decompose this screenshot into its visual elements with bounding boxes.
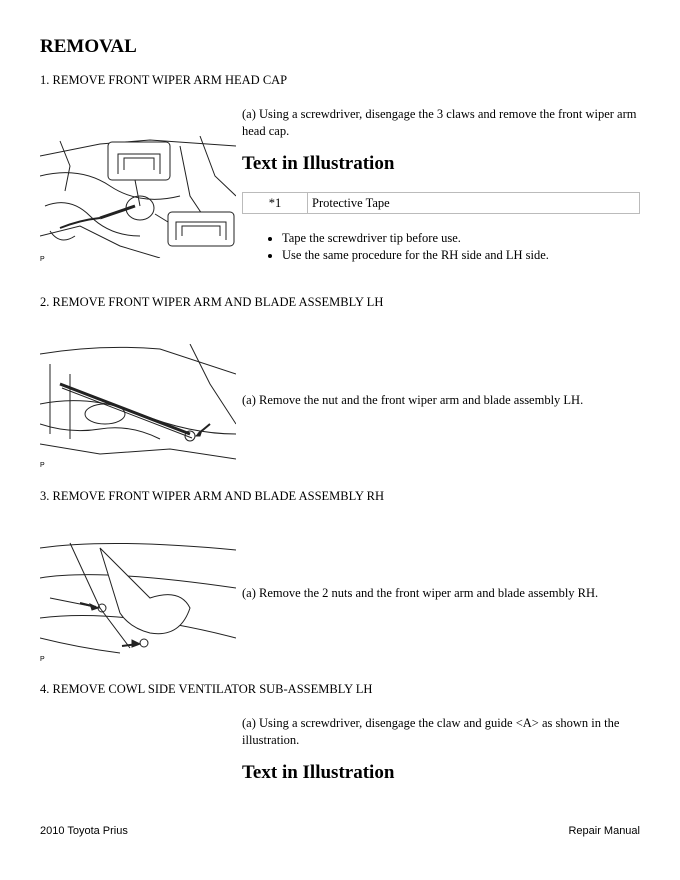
figure-label: P — [40, 256, 45, 263]
illustration-legend-table — [242, 192, 640, 214]
step-4-illustration-heading: Text in Illustration — [242, 762, 395, 783]
step-2-instruction: (a) Remove the nut and the front wiper arm and blade assembly LH. — [242, 393, 584, 407]
step-3-title: 3. REMOVE FRONT WIPER ARM AND BLADE ASSEMBLY RH — [40, 489, 385, 503]
step-1-instruction: (a) Using a screwdriver, disengage the 3 claws and remove the front wiper arm head cap. — [242, 107, 637, 138]
step-2-title: 2. REMOVE FRONT WIPER ARM AND BLADE ASSEMBLY LH — [40, 295, 384, 309]
wiper-arm-rh-drawing — [40, 538, 236, 658]
wiper-arm-lh-drawing — [40, 344, 236, 464]
legend-key: *1 — [243, 193, 308, 214]
step-1-title: 1. REMOVE FRONT WIPER ARM HEAD CAP — [40, 73, 288, 87]
wiper-arm-rh-illustration — [40, 538, 236, 666]
page-heading: REMOVAL — [40, 36, 137, 57]
step-1-notes — [242, 230, 549, 263]
table-row — [243, 193, 640, 214]
wiper-arm-lh-illustration — [40, 344, 236, 472]
footer-left: 2010 Toyota Prius — [40, 825, 128, 837]
step-4-instruction: (a) Using a screwdriver, disengage the claw and guide <A> as shown in the illustration. — [242, 716, 620, 747]
figure-label: P — [40, 462, 45, 469]
footer-right: Repair Manual — [568, 825, 640, 837]
list-item: • Use the same procedure for the RH side and LH side. — [282, 247, 549, 264]
wiper-head-cap-illustration — [40, 136, 236, 266]
list-item: • Tape the screwdriver tip before use. — [282, 230, 549, 247]
legend-value: Protective Tape — [308, 193, 640, 214]
figure-label: P — [40, 656, 45, 663]
step-4-title: 4. REMOVE COWL SIDE VENTILATOR SUB-ASSEMBLY LH — [40, 682, 373, 696]
wiper-head-cap-drawing — [40, 136, 236, 258]
step-3-instruction: (a) Remove the 2 nuts and the front wiper arm and blade assembly RH. — [242, 586, 599, 600]
step-1-illustration-heading: Text in Illustration — [242, 153, 395, 174]
